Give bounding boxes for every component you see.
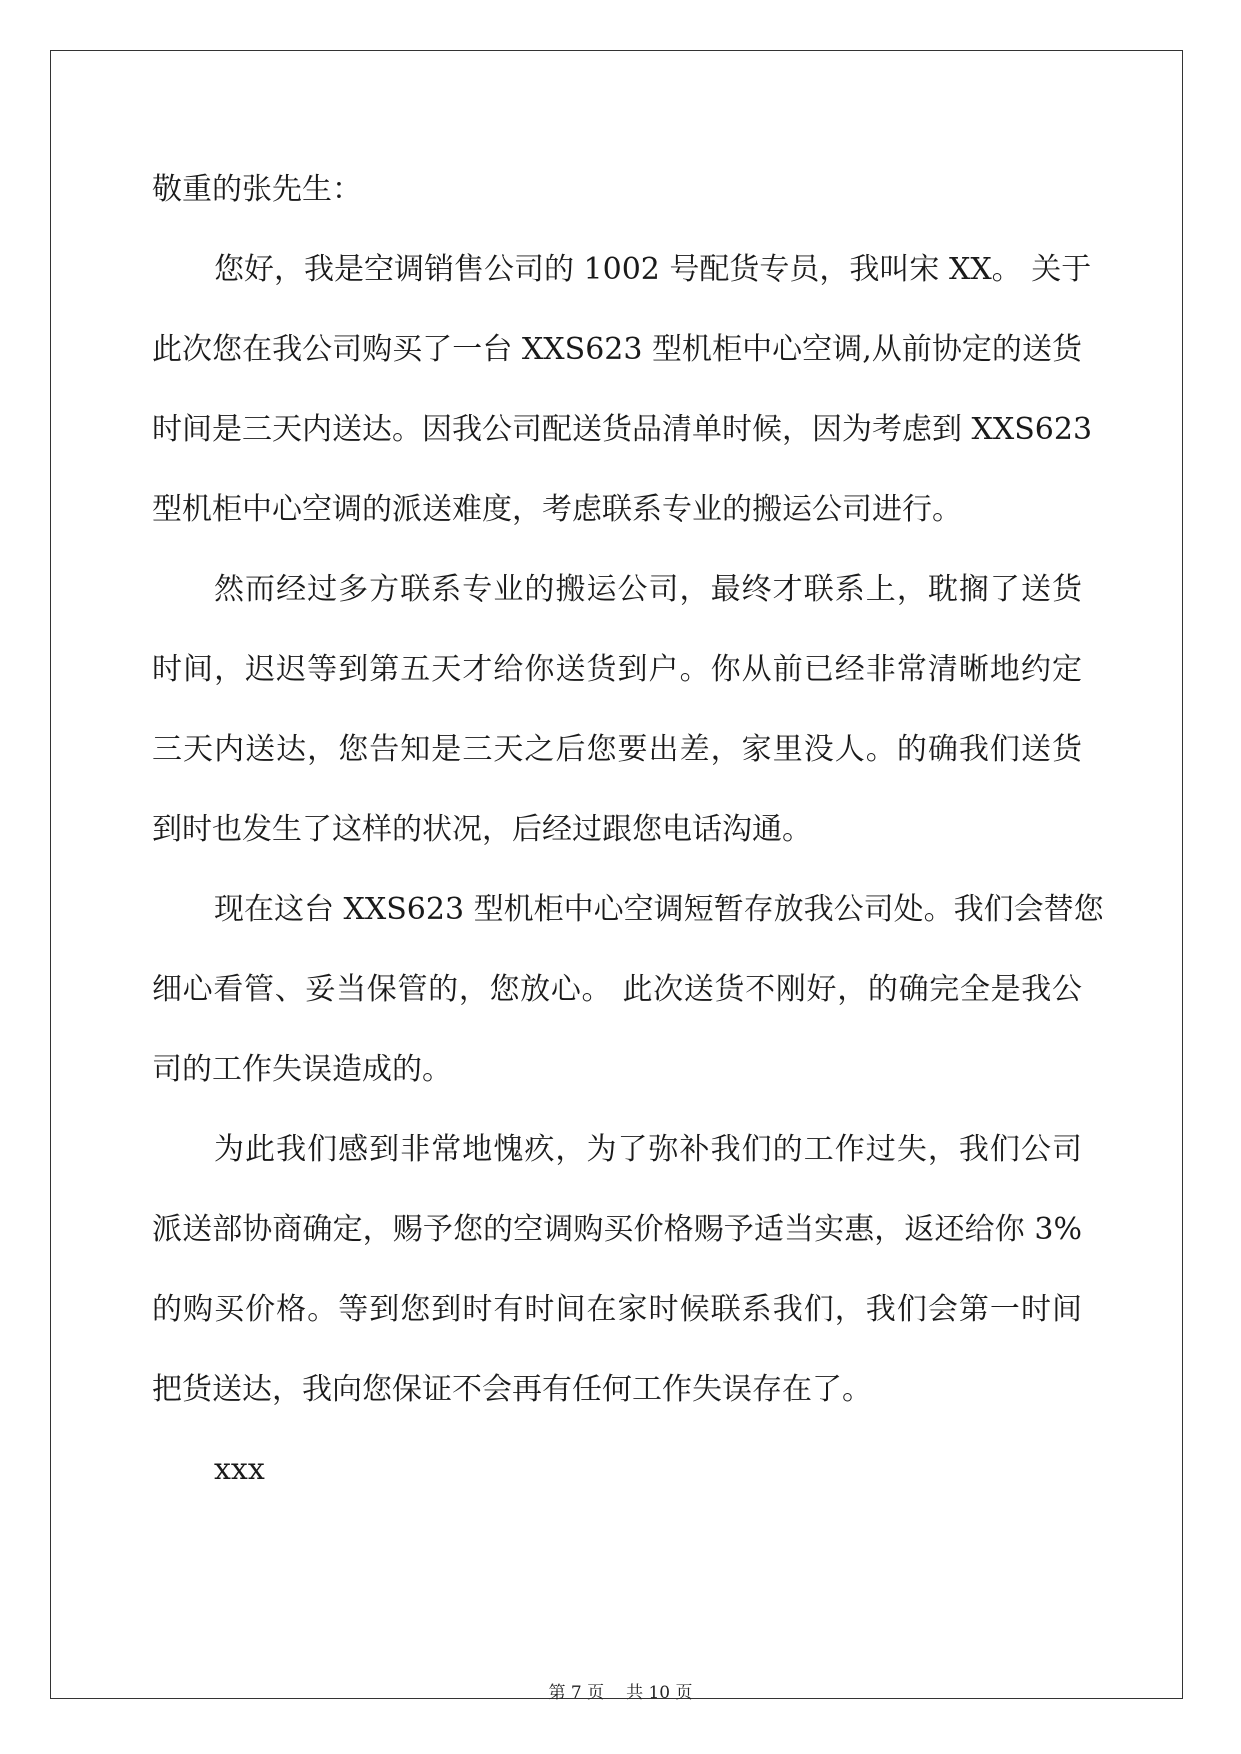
paragraph-4-line-2: 派送部协商确定，赐予您的空调购买价格赐予适当实惠，返还给你 3%	[152, 1212, 1082, 1247]
paragraph-2-line-4: 到时也发生了这样的状况，后经过跟您电话沟通。	[152, 812, 812, 847]
page-footer	[0, 1678, 1241, 1703]
paragraph-1-line-3: 时间是三天内送达。因我公司配送货品清单时候，因为考虑到 XXS623	[152, 412, 1093, 447]
letter-body	[152, 162, 1104, 1522]
page-number: 第 7 页	[548, 1683, 605, 1703]
paragraph-2-line-2: 时间，迟迟等到第五天才给你送货到户。你从前已经非常清晰地约定	[152, 652, 1082, 687]
salutation: 敬重的张先生：	[152, 172, 362, 207]
paragraph-3-line-2: 细心看管、妥当保管的，您放心。 此次送货不刚好，的确完全是我公	[152, 972, 1082, 1007]
paragraph-4-line-1: 为此我们感到非常地愧疚，为了弥补我们的工作过失，我们公司	[214, 1132, 1082, 1167]
paragraph-1-line-1: 您好，我是空调销售公司的 1002 号配货专员，我叫宋 XX。 关于	[214, 252, 1092, 287]
signature: xxx	[214, 1452, 265, 1487]
paragraph-4-line-4: 把货送达，我向您保证不会再有任何工作失误存在了。	[152, 1372, 872, 1407]
paragraph-2-line-1: 然而经过多方联系专业的搬运公司，最终才联系上，耽搁了送货	[214, 572, 1082, 607]
paragraph-2-line-3: 三天内送达，您告知是三天之后您要出差，家里没人。的确我们送货	[152, 732, 1082, 767]
paragraph-1-line-4: 型机柜中心空调的派送难度，考虑联系专业的搬运公司进行。	[152, 492, 962, 527]
paragraph-1-line-2: 此次您在我公司购买了一台 XXS623 型机柜中心空调,从前协定的送货	[152, 332, 1082, 367]
page-total: 共 10 页	[626, 1683, 693, 1703]
paragraph-3-line-3: 司的工作失误造成的。	[152, 1052, 452, 1087]
paragraph-3-line-1: 现在这台 XXS623 型机柜中心空调短暂存放我公司处。我们会替您	[214, 892, 1104, 927]
paragraph-4-line-3: 的购买价格。等到您到时有时间在家时候联系我们，我们会第一时间	[152, 1292, 1082, 1327]
